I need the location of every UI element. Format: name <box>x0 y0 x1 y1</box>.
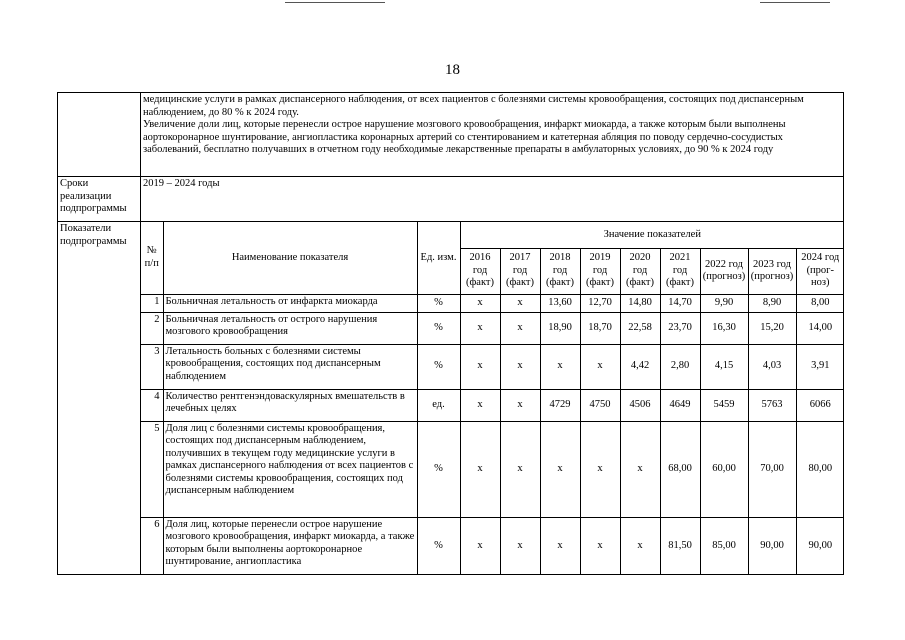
row-value: 5763 <box>748 389 796 421</box>
header-year: 2018 год (факт) <box>540 248 580 294</box>
row-unit: % <box>417 421 460 517</box>
row-value: х <box>500 344 540 389</box>
row-value: х <box>620 517 660 574</box>
table-row <box>141 517 844 574</box>
row-unit: % <box>417 344 460 389</box>
row-value: х <box>540 517 580 574</box>
row-value: 68,00 <box>660 421 700 517</box>
row-value: 5459 <box>700 389 748 421</box>
indicators-table <box>141 222 844 574</box>
row-value: 18,90 <box>540 312 580 344</box>
row-value: х <box>460 389 500 421</box>
header-unit: Ед. изм. <box>417 222 460 294</box>
header-year: 2023 год (прогноз) <box>748 248 796 294</box>
row-value: 4,42 <box>620 344 660 389</box>
header-name: Наименование показателя <box>163 222 417 294</box>
row-unit: % <box>417 294 460 312</box>
row-num: 4 <box>141 389 163 421</box>
row-value: 60,00 <box>700 421 748 517</box>
header-num: № п/п <box>141 222 163 294</box>
row-value: 14,80 <box>620 294 660 312</box>
row-value: 18,70 <box>580 312 620 344</box>
header-year: 2016 год (факт) <box>460 248 500 294</box>
row-name: Больничная летальность от инфаркта миокарда <box>163 294 417 312</box>
row-value: х <box>460 294 500 312</box>
row-value: х <box>500 421 540 517</box>
intro-label-cell <box>58 93 141 177</box>
row-num: 3 <box>141 344 163 389</box>
row-value: х <box>500 312 540 344</box>
row-value: 70,00 <box>748 421 796 517</box>
row-name: Количество рентгенэндоваскулярных вмешательств в лечебных целях <box>163 389 417 421</box>
row-value: х <box>540 421 580 517</box>
row-value: х <box>580 517 620 574</box>
timeline-row <box>58 177 844 222</box>
header-year: 2019 год (факт) <box>580 248 620 294</box>
row-unit: % <box>417 312 460 344</box>
timeline-label: Сроки реализации подпрограммы <box>58 177 141 222</box>
table-row <box>141 389 844 421</box>
row-value: 4649 <box>660 389 700 421</box>
header-year: 2022 год (прогноз) <box>700 248 748 294</box>
intro-row <box>58 93 844 177</box>
row-value: 90,00 <box>796 517 844 574</box>
row-value: х <box>460 517 500 574</box>
row-value: х <box>580 344 620 389</box>
row-value: 14,70 <box>660 294 700 312</box>
row-value: х <box>460 312 500 344</box>
row-value: 4750 <box>580 389 620 421</box>
top-rule-left <box>285 2 385 3</box>
row-value: 13,60 <box>540 294 580 312</box>
header-row-1 <box>141 222 844 248</box>
row-value: х <box>540 344 580 389</box>
table-row <box>141 312 844 344</box>
row-value: 85,00 <box>700 517 748 574</box>
row-name: Доля лиц, которые перенесли острое нарушение мозгового кровообращения, инфаркт миокарда, а также которым были выполнены аортокоронарное шунтирование, ангиопластика <box>163 517 417 574</box>
row-value: х <box>500 389 540 421</box>
table-row <box>141 294 844 312</box>
intro-paragraph: медицинские услуги в рамках диспансерного наблюдения, от всех пациентов с болезнями системы кровообращения, состоящих под диспансерным наблюдением, до 80 % к 2024 году. <box>143 94 804 118</box>
row-num: 5 <box>141 421 163 517</box>
row-value: 80,00 <box>796 421 844 517</box>
header-year: 2020 год (факт) <box>620 248 660 294</box>
row-value: 4506 <box>620 389 660 421</box>
top-rule-right <box>760 2 830 3</box>
row-unit: % <box>417 517 460 574</box>
row-value: х <box>500 517 540 574</box>
row-value: 90,00 <box>748 517 796 574</box>
row-unit: ед. <box>417 389 460 421</box>
row-value: 22,58 <box>620 312 660 344</box>
header-values-group: Значение показателей <box>460 222 844 248</box>
header-year: 2024 год (прог-ноз) <box>796 248 844 294</box>
row-value: 9,90 <box>700 294 748 312</box>
row-value: 3,91 <box>796 344 844 389</box>
page-number: 18 <box>445 62 460 78</box>
row-value: х <box>460 421 500 517</box>
table-row <box>141 421 844 517</box>
indicators-row <box>58 222 844 575</box>
row-value: 2,80 <box>660 344 700 389</box>
row-value: 16,30 <box>700 312 748 344</box>
row-value: 23,70 <box>660 312 700 344</box>
row-num: 1 <box>141 294 163 312</box>
row-value: 4,15 <box>700 344 748 389</box>
row-value: 8,00 <box>796 294 844 312</box>
row-name: Доля лиц с болезнями системы кровообращения, состоящих под диспансерным наблюдением, получивших в текущем году медицинские услуги в рамках диспансерного наблюдения от всех пациентов с болезнями системы кровообращения, состоящих под диспансерным наблюдением <box>163 421 417 517</box>
row-name: Больничная летальность от острого нарушения мозгового кровообращения <box>163 312 417 344</box>
intro-paragraph: Увеличение доли лиц, которые перенесли острое нарушение мозгового кровообращения, инфаркт миокарда, а также которым были выполнены аортокоронарное шунтирование, ангиопластика коронарных артерий со стентированием и катетерная абляция по поводу сердечно-сосудистых заболеваний, бесплатно получавших в отчетном году необходимые лекарственные препараты в амбулаторных условиях, до 90 % к 2024 году <box>143 119 786 155</box>
row-value: х <box>580 421 620 517</box>
row-value: 14,00 <box>796 312 844 344</box>
timeline-value: 2019 – 2024 годы <box>141 177 844 222</box>
table-row <box>141 344 844 389</box>
row-value: 12,70 <box>580 294 620 312</box>
row-value: 4,03 <box>748 344 796 389</box>
row-num: 6 <box>141 517 163 574</box>
intro-text-cell <box>141 93 844 177</box>
row-value: х <box>620 421 660 517</box>
indicators-label: Показатели подпрограммы <box>58 222 141 575</box>
row-value: 4729 <box>540 389 580 421</box>
row-name: Летальность больных с болезнями системы кровообращения, состоящих под диспансерным наблюдением <box>163 344 417 389</box>
header-year: 2021 год (факт) <box>660 248 700 294</box>
row-value: х <box>460 344 500 389</box>
row-num: 2 <box>141 312 163 344</box>
indicators-cell <box>141 222 844 575</box>
subprogram-passport-table <box>57 92 844 575</box>
row-value: 81,50 <box>660 517 700 574</box>
row-value: 15,20 <box>748 312 796 344</box>
row-value: 8,90 <box>748 294 796 312</box>
row-value: 6066 <box>796 389 844 421</box>
row-value: х <box>500 294 540 312</box>
header-year: 2017 год (факт) <box>500 248 540 294</box>
